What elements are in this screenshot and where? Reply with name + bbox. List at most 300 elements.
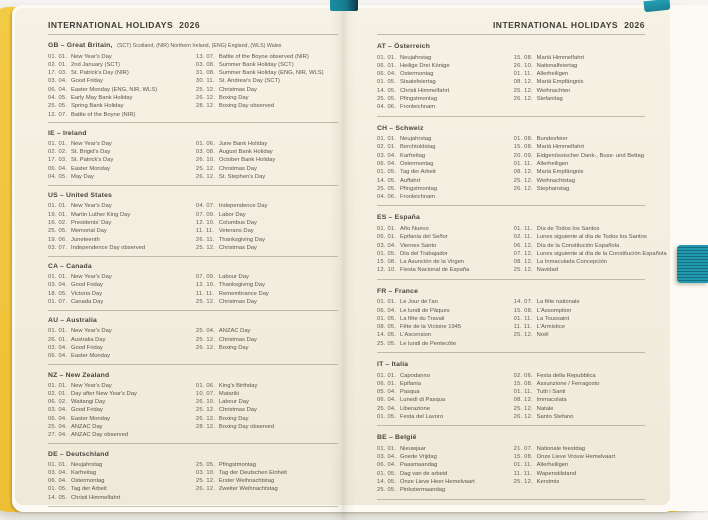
holiday-date: 11. 11. <box>195 290 215 297</box>
holiday-row <box>514 87 645 95</box>
holiday-name: Thanksgiving Day <box>218 282 265 289</box>
holiday-row <box>48 415 196 423</box>
holiday-date: 03. 04. <box>377 152 397 159</box>
holiday-name: Stefanitag <box>536 95 563 102</box>
holiday-date: 01. 01. <box>377 54 397 61</box>
holiday-name: August Bank Holiday <box>218 149 273 156</box>
holiday-date: 03. 10. <box>195 469 216 476</box>
holiday-name: Día de la Constitución Española <box>536 242 620 249</box>
holiday-column-right <box>196 202 338 252</box>
holiday-name: Thanksgiving Day <box>218 236 265 243</box>
country-section <box>377 35 645 117</box>
holiday-columns <box>377 298 645 348</box>
holiday-name: Good Friday <box>71 344 103 351</box>
holiday-row <box>377 266 514 274</box>
country-section <box>48 365 338 444</box>
holiday-name: La Toussaint <box>536 315 570 322</box>
holiday-date: 06. 04. <box>377 462 397 469</box>
holiday-row <box>514 62 645 70</box>
holiday-name: Mariä Empfängnis <box>536 79 584 86</box>
holiday-date: 01. 06. <box>195 140 216 147</box>
holiday-date: 01. 11. <box>513 462 533 469</box>
holiday-date: 01. 01. <box>377 136 397 143</box>
holiday-name: Heilige Drei Könige <box>400 62 450 69</box>
holiday-name: Mariä Himmelfahrt <box>536 144 585 151</box>
holiday-column-left <box>48 273 196 306</box>
holiday-date: 08. 12. <box>513 397 533 404</box>
holiday-column-left <box>48 140 196 181</box>
holiday-name: Victoria Day <box>71 290 103 297</box>
holiday-name: Pfingstmontag <box>400 185 438 192</box>
holiday-row <box>48 69 196 77</box>
holiday-row <box>514 453 645 461</box>
holiday-row <box>196 336 338 344</box>
holiday-name: Boxing Day <box>218 415 249 422</box>
holiday-name: St. Brigid's Day <box>71 149 111 156</box>
holiday-name: Weihnachtstag <box>536 177 575 184</box>
holiday-date: 26. 10. <box>195 399 216 406</box>
holiday-row <box>48 477 196 485</box>
section-title-line <box>48 188 338 201</box>
holiday-row <box>48 461 196 469</box>
holiday-date: 25. 12. <box>513 177 533 184</box>
holiday-date: 06. 04. <box>377 160 397 167</box>
holiday-row <box>377 193 514 201</box>
holiday-row <box>513 250 667 258</box>
holiday-date: 01. 11. <box>513 71 533 78</box>
holiday-row <box>196 382 338 390</box>
holiday-name: La Inmaculada Concepción <box>536 259 607 266</box>
holiday-date: 25. 12. <box>513 267 533 274</box>
holiday-date: 25. 12. <box>513 332 533 339</box>
holiday-date: 01. 01. <box>377 445 397 452</box>
holiday-date: 05. 04. <box>377 389 397 396</box>
section-title: DE – Deutschland <box>48 450 109 458</box>
pen-loop <box>677 245 708 283</box>
holiday-row <box>48 173 196 181</box>
holiday-row <box>377 152 514 160</box>
holiday-date: 26. 10. <box>195 157 216 164</box>
holiday-date: 01. 05. <box>377 470 397 477</box>
holiday-date: 25. 12. <box>513 478 533 485</box>
holiday-columns <box>48 140 338 181</box>
holiday-name: Berchtoldstag <box>400 144 436 151</box>
holiday-date: 25. 04. <box>377 405 397 412</box>
holiday-row <box>196 173 338 181</box>
holiday-name: Paasmaandag <box>400 462 438 469</box>
section-title-line <box>377 357 645 370</box>
holiday-name: Día de Todos los Santos <box>536 225 600 232</box>
holiday-columns <box>48 53 338 119</box>
holiday-row <box>48 390 196 398</box>
holiday-date: 01. 11. <box>513 160 533 167</box>
country-section <box>48 123 338 185</box>
holiday-row <box>514 331 645 339</box>
holiday-name: New Year's Day <box>71 382 112 389</box>
holiday-date: 15. 08. <box>513 54 533 61</box>
holiday-columns <box>48 327 338 360</box>
holiday-row <box>48 86 196 94</box>
holiday-row <box>48 327 196 335</box>
holiday-name: Christi Himmelfahrt <box>400 87 450 94</box>
holiday-row <box>196 298 338 306</box>
holiday-name: Pfingstmontag <box>218 461 256 468</box>
holiday-column-left <box>48 53 196 119</box>
holiday-row <box>48 298 196 306</box>
holiday-name: Onze Lieve Vrouw Hemelvaart <box>536 454 616 461</box>
holiday-row <box>196 281 338 289</box>
holiday-date: 19. 01. <box>48 211 68 218</box>
holiday-date: 06. 04. <box>377 397 397 404</box>
holiday-name: Tag der Arbeit <box>400 169 436 176</box>
holiday-row <box>377 380 514 388</box>
holiday-date: 06. 02. <box>48 399 68 406</box>
holiday-date: 12. 07. <box>48 111 68 118</box>
holiday-date: 01. 01. <box>377 372 397 379</box>
holiday-row <box>48 423 196 431</box>
holiday-row <box>196 219 338 227</box>
holiday-row <box>48 290 196 298</box>
holiday-columns <box>377 54 645 112</box>
holiday-name: Waitangi Day <box>71 399 106 406</box>
holiday-date: 15. 08. <box>513 144 533 151</box>
holiday-date: 06. 01. <box>377 234 397 241</box>
holiday-name: Boxing Day <box>218 94 249 101</box>
holiday-name: Immacolata <box>536 397 567 404</box>
holiday-name: Lunes siguiente al día de la Constitución Española <box>536 250 667 257</box>
holiday-date: 02. 01. <box>48 390 68 397</box>
holiday-row <box>514 258 645 266</box>
holiday-name: Martin Luther King Day <box>71 211 131 218</box>
holiday-column-right <box>514 445 645 495</box>
holiday-columns <box>48 382 338 440</box>
section-title: US – United States <box>48 192 113 200</box>
section-title-line <box>377 284 645 297</box>
holiday-date: 17. 03. <box>48 157 68 164</box>
holiday-date: 03. 08. <box>195 149 216 156</box>
holiday-name: Memorial Day <box>71 228 107 235</box>
holiday-date: 18. 05. <box>48 290 68 297</box>
holiday-row <box>196 327 338 335</box>
holiday-row <box>377 396 514 404</box>
country-section <box>377 353 645 426</box>
holiday-date: 01. 11. <box>513 389 533 396</box>
holiday-date: 01. 05. <box>377 315 397 322</box>
holiday-date: 01. 05. <box>377 169 397 176</box>
holiday-name: St. Stephen's Day <box>218 174 266 181</box>
holiday-row <box>48 94 196 102</box>
holiday-date: 25. 05. <box>195 461 216 468</box>
page-title-text: INTERNATIONAL HOLIDAYS <box>492 20 619 30</box>
holiday-name: Día del Trabajador <box>400 250 448 257</box>
holiday-row <box>196 398 338 406</box>
holiday-name: Karfreitag <box>71 469 97 476</box>
holiday-name: Staatsfeiertag <box>400 79 436 86</box>
holiday-name: Fiesta Nacional de España <box>400 267 470 274</box>
holiday-date: 01. 01. <box>48 274 68 281</box>
holiday-row <box>48 431 196 439</box>
section-title: AT – Österreich <box>377 43 431 50</box>
holiday-name: Easter Monday <box>71 165 110 172</box>
holiday-row <box>377 307 514 315</box>
section-title-line <box>48 259 338 272</box>
holiday-name: Summer Bank Holiday (ENG, NIR, WLS) <box>218 70 324 77</box>
holiday-name: Independence Day observed <box>71 244 146 251</box>
holiday-name: Early May Bank Holiday <box>71 94 133 101</box>
holiday-row <box>514 54 645 62</box>
holiday-name: Nationale feestdag <box>536 445 586 452</box>
holiday-date: 02. 01. <box>48 61 68 68</box>
holiday-row <box>196 61 338 69</box>
holiday-row <box>196 485 338 493</box>
holiday-date: 25. 12. <box>195 244 216 251</box>
holiday-row <box>377 160 514 168</box>
holiday-date: 01. 01. <box>48 203 68 210</box>
holiday-row <box>48 406 196 414</box>
holiday-name: Pfingstmontag <box>400 95 438 102</box>
holiday-row <box>48 140 196 148</box>
holiday-row <box>377 103 514 111</box>
holiday-row <box>48 344 196 352</box>
section-subtitle: (SCT) Scotland, (NIR) Northern Ireland, (ENG) England, (WLS) Wales <box>117 42 282 49</box>
holiday-date: 25. 12. <box>195 336 216 343</box>
holiday-row <box>514 185 645 193</box>
holiday-row <box>514 413 645 421</box>
holiday-date: 01. 05. <box>377 250 397 257</box>
holiday-column-left <box>48 461 196 502</box>
holiday-columns <box>48 202 338 252</box>
holiday-name: New Year's Day <box>71 274 112 281</box>
holiday-date: 26. 12. <box>513 95 533 102</box>
section-title-line <box>377 121 645 134</box>
holiday-columns <box>377 135 645 201</box>
holiday-date: 01. 01. <box>48 461 68 468</box>
holiday-date: 15. 08. <box>513 307 533 314</box>
holiday-column-left <box>377 54 514 112</box>
page-title-year: 2026 <box>179 20 201 30</box>
holiday-column-right <box>196 461 338 502</box>
holiday-name: La fête du Travail <box>400 315 445 322</box>
holiday-name: Tag der Arbeit <box>71 486 107 493</box>
holiday-name: Festa della Repubblica <box>536 372 596 379</box>
holiday-name: Dag van de arbeid <box>400 470 448 477</box>
country-section <box>48 257 338 311</box>
holiday-name: La fête nationale <box>536 299 580 306</box>
holiday-date: 14. 05. <box>377 177 397 184</box>
holiday-date: 01. 05. <box>48 486 68 493</box>
holiday-date: 06. 04. <box>48 353 68 360</box>
country-section <box>377 117 645 207</box>
holiday-column-left <box>377 225 514 275</box>
holiday-name: Nationalfeiertag <box>536 62 578 69</box>
holiday-row <box>377 315 514 323</box>
holiday-date: 11. 11. <box>513 470 532 477</box>
holiday-name: Le lundi de Pentecôte <box>400 340 457 347</box>
holiday-row <box>196 273 338 281</box>
holiday-date: 01. 05. <box>377 414 397 420</box>
holiday-date: 14. 05. <box>377 478 397 485</box>
holiday-name: Australia Day <box>71 336 106 343</box>
holiday-date: 01. 01. <box>48 53 68 60</box>
section-title-line <box>377 39 645 52</box>
holiday-date: 06. 01. <box>377 62 397 69</box>
holiday-row <box>48 236 196 244</box>
holiday-sections <box>48 35 338 507</box>
holiday-row <box>196 102 338 110</box>
holiday-date: 25. 04. <box>48 424 68 430</box>
holiday-name: Noël <box>536 332 549 339</box>
holiday-name: Christmas Day <box>218 244 257 251</box>
holiday-date: 03. 08. <box>195 61 216 68</box>
holiday-name: Allerheiligen <box>536 160 569 167</box>
holiday-row <box>196 390 338 398</box>
page-title-year: 2026 <box>624 20 645 30</box>
holiday-name: Lunes siguiente al día de Todos los Santos <box>536 234 647 241</box>
holiday-name: Boxing Day observed <box>218 103 274 110</box>
holiday-date: 03. 04. <box>377 454 397 461</box>
holiday-date: 25. 12. <box>513 87 533 94</box>
page-title-text: INTERNATIONAL HOLIDAYS <box>48 20 174 30</box>
holiday-date: 06. 04. <box>48 478 68 485</box>
holiday-date: 01. 05. <box>377 79 397 86</box>
holiday-row <box>48 336 196 344</box>
holiday-row <box>48 53 196 61</box>
holiday-columns <box>377 372 645 422</box>
holiday-row <box>377 298 514 306</box>
holiday-row <box>48 273 196 281</box>
holiday-date: 17. 03. <box>48 70 68 77</box>
holiday-date: 06. 01. <box>377 380 397 387</box>
holiday-name: Viernes Santo <box>400 242 437 249</box>
holiday-row <box>377 62 514 70</box>
holiday-row <box>514 388 645 396</box>
holiday-name: Veterans Day <box>218 228 254 235</box>
holiday-name: Good Friday <box>71 407 103 414</box>
holiday-row <box>48 148 196 156</box>
header-rule <box>377 34 645 35</box>
holiday-name: Neujahrstag <box>400 54 432 61</box>
holiday-date: 25. 12. <box>195 478 216 485</box>
holiday-date: 02. 11. <box>513 234 533 241</box>
holiday-name: Mariä Empfängnis <box>536 169 584 176</box>
holiday-date: 16. 02. <box>48 219 68 226</box>
holiday-date: 19. 06. <box>48 236 68 243</box>
holiday-row <box>196 148 338 156</box>
holiday-date: 25. 05. <box>377 95 397 102</box>
holiday-name: Ostermontag <box>400 160 434 167</box>
holiday-column-right <box>196 140 338 181</box>
holiday-name: St. Andrew's Day (SCT) <box>218 78 280 85</box>
holiday-name: Canada Day <box>71 299 104 306</box>
holiday-date: 07. 09. <box>195 274 216 281</box>
holiday-name: Assunzione / Ferragosto <box>536 380 600 387</box>
holiday-row <box>377 78 514 86</box>
holiday-name: Onze Lieve Heer Hemelvaart <box>400 478 475 485</box>
holiday-name: Epifanía del Señor <box>400 234 448 241</box>
holiday-date: 02. 06. <box>513 372 533 379</box>
holiday-row <box>514 470 645 478</box>
holiday-date: 01. 07. <box>48 299 68 306</box>
holiday-name: New Year's Day <box>71 53 112 60</box>
holiday-date: 14. 07. <box>513 299 533 306</box>
holiday-date: 31. 08. <box>195 70 216 77</box>
holiday-row <box>48 398 196 406</box>
holiday-name: Good Friday <box>71 282 103 289</box>
holiday-columns <box>377 225 667 275</box>
holiday-name: St. Patrick's Day <box>71 157 114 164</box>
holiday-row <box>196 344 338 352</box>
holiday-row <box>196 86 338 94</box>
holiday-name: Boxing Day <box>218 344 249 351</box>
holiday-date: 26. 12. <box>195 344 216 351</box>
holiday-date: 25. 12. <box>513 405 533 412</box>
holiday-name: La Asunción de la Virgen <box>400 259 465 266</box>
holiday-row <box>377 258 514 266</box>
holiday-date: 01. 01. <box>48 140 68 147</box>
holiday-row <box>514 152 645 160</box>
holiday-name: Presidents' Day <box>71 219 112 226</box>
holiday-date: 13. 07. <box>195 53 216 60</box>
holiday-name: Karfreitag <box>400 152 426 159</box>
holiday-row <box>48 244 196 252</box>
holiday-date: 01. 01. <box>377 299 397 306</box>
page-title <box>377 20 645 30</box>
holiday-row <box>514 461 645 469</box>
holiday-date: 01. 11. <box>513 315 533 322</box>
holiday-column-right <box>513 225 667 275</box>
holiday-date: 14. 05. <box>377 332 397 339</box>
holiday-date: 01. 11. <box>513 225 533 232</box>
holiday-columns <box>48 273 338 306</box>
holiday-name: New Year's Day <box>71 328 112 335</box>
holiday-date: 03. 04. <box>48 469 68 476</box>
holiday-name: Stephanstag <box>536 185 570 192</box>
holiday-row <box>196 469 338 477</box>
holiday-date: 03. 04. <box>48 78 68 85</box>
holiday-column-left <box>377 298 514 348</box>
holiday-name: ANZAC Day <box>71 424 103 430</box>
section-title: IE – Ireland <box>48 129 87 137</box>
holiday-name: Wapenstilstand <box>536 470 577 477</box>
holiday-name: Pasqua <box>400 389 420 396</box>
holiday-row <box>377 388 514 396</box>
holiday-row <box>514 478 645 486</box>
holiday-row <box>48 485 196 493</box>
holiday-row <box>377 135 514 143</box>
holiday-date: 03. 04. <box>377 242 397 249</box>
holiday-date: 06. 04. <box>48 165 68 172</box>
holiday-name: Natale <box>536 405 554 412</box>
holiday-row <box>48 281 196 289</box>
holiday-name: Bundesfeier <box>536 136 568 143</box>
holiday-row <box>514 242 645 250</box>
holiday-date: 26. 12. <box>195 486 216 493</box>
holiday-date: 02. 02. <box>48 149 68 156</box>
section-title: AU – Australia <box>48 317 98 325</box>
holiday-date: 11. 11. <box>195 228 215 235</box>
holiday-column-right <box>514 135 645 201</box>
section-title: FR – France <box>377 287 419 295</box>
holiday-columns <box>48 461 338 502</box>
holiday-name: Tag der Deutschen Einheit <box>218 469 287 476</box>
holiday-date: 12. 10. <box>195 219 216 226</box>
page-title <box>48 20 338 30</box>
holiday-date: 07. 09. <box>195 211 216 218</box>
holiday-date: 01. 08. <box>513 136 533 143</box>
holiday-date: 06. 04. <box>48 86 68 93</box>
holiday-name: Easter Monday (ENG, NIR, WLS) <box>71 86 158 93</box>
holiday-name: Labour Day <box>218 274 249 281</box>
